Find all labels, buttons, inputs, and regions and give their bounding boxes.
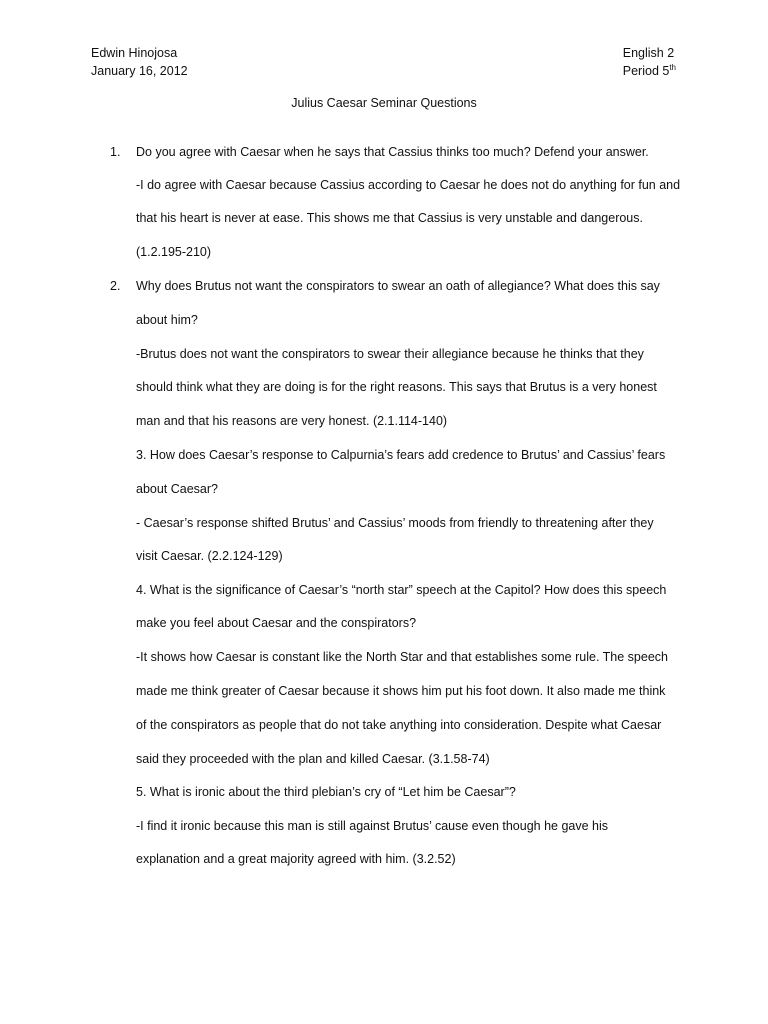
text-line: visit Caesar. (2.2.124-129) [136, 549, 283, 563]
text-line: Why does Brutus not want the conspirators to swear an oath of allegiance? What does this say [136, 279, 660, 293]
text-line: - Caesar’s response shifted Brutus’ and Cassius’ moods from friendly to threatening after they [136, 516, 654, 530]
text-line: -It shows how Caesar is constant like the North Star and that establishes some rule. The speech [136, 650, 668, 664]
text-line: made me think greater of Caesar because it shows him put his foot down. It also made me think [136, 684, 666, 698]
text-line: 5. What is ironic about the third plebian’s cry of “Let him be Caesar”? [136, 785, 516, 799]
document-header [91, 44, 676, 80]
text-line: should think what they are doing is for the right reasons. This says that Brutus is a very honest [136, 380, 657, 394]
text-line: of the conspirators as people that do not take anything into consideration. Despite what Caesar [136, 718, 662, 732]
text-line: 3. How does Caesar’s response to Calpurnia’s fears add credence to Brutus’ and Cassius’ fears [136, 448, 666, 462]
author-name: Edwin Hinojosa [91, 46, 178, 60]
text-line: about him? [136, 313, 198, 327]
item-number-1: 1. [110, 145, 121, 159]
text-line: said they proceeded with the plan and killed Caesar. (3.1.58-74) [136, 752, 490, 766]
document-title: Julius Caesar Seminar Questions [291, 96, 477, 110]
text-line: that his heart is never at ease. This shows me that Cassius is very unstable and dangerous. [136, 211, 643, 225]
text-line: man and that his reasons are very honest. (2.1.114-140) [136, 414, 448, 428]
text-line: explanation and a great majority agreed with him. (3.2.52) [136, 852, 456, 866]
item-number-2: 2. [110, 279, 121, 293]
text-line: (1.2.195-210) [136, 245, 212, 259]
header-right [623, 44, 676, 80]
period-suffix: th [669, 63, 676, 72]
period-text: Period 5 [622, 64, 670, 78]
class-period [623, 62, 676, 80]
text-line: about Caesar? [136, 482, 219, 496]
text-line: 4. What is the significance of Caesar’s “north star” speech at the Capitol? How does this speech [136, 583, 667, 597]
text-line: make you feel about Caesar and the conspirators? [136, 616, 417, 630]
document-date: January 16, 2012 [91, 64, 188, 78]
text-line: -I find it ironic because this man is still against Brutus’ cause even though he gave his [136, 819, 609, 833]
course-name: English 2 [622, 46, 675, 60]
text-line: Do you agree with Caesar when he says that Cassius thinks too much? Defend your answer. [136, 145, 649, 159]
text-line: -I do agree with Caesar because Cassius according to Caesar he does not do anything for fun and [136, 178, 681, 192]
text-line: -Brutus does not want the conspirators to swear their allegiance because he thinks that they [136, 347, 644, 361]
header-left [91, 44, 188, 80]
